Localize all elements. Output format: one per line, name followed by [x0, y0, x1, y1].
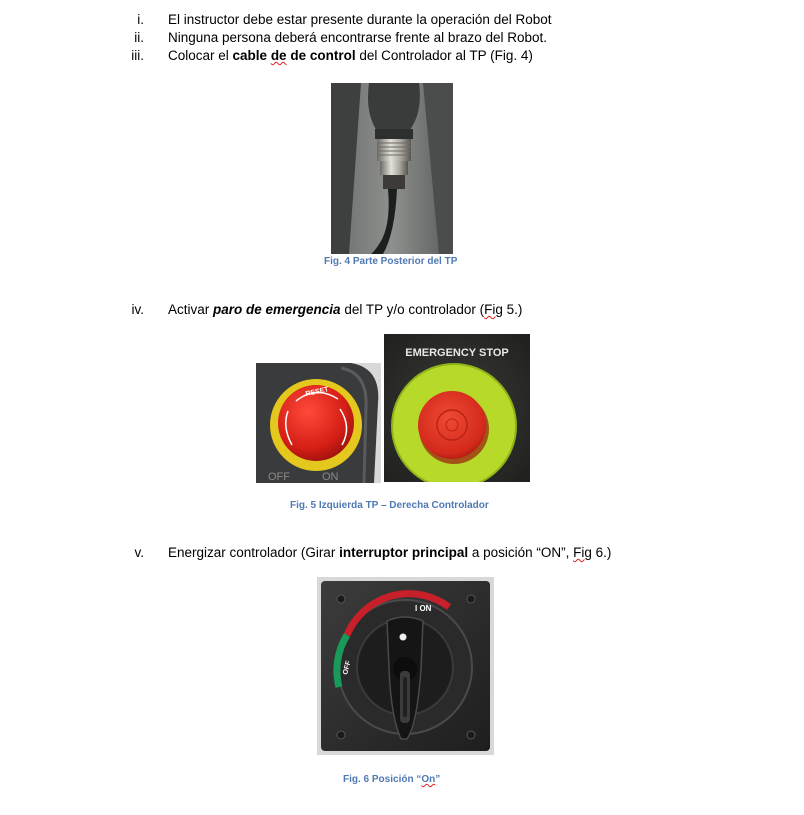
list-number: v. [134, 545, 144, 560]
teach-pendant-cable-photo [331, 83, 453, 254]
switch-on-label: I ON [415, 604, 432, 613]
controller-emergency-stop-photo [384, 334, 530, 482]
off-label: OFF [268, 471, 290, 483]
text-run: interruptor principal [339, 545, 469, 560]
figure-caption [343, 774, 440, 785]
list-text [168, 29, 547, 47]
list-text [168, 301, 522, 319]
text-run: Activar [168, 302, 214, 317]
text-run: a posición “ON”, [468, 545, 574, 560]
text-run: de control [286, 48, 356, 63]
on-label: ON [322, 471, 339, 483]
reset-label: RESET [304, 386, 330, 398]
text-run: del Controlador al TP (Fig. 4) [355, 48, 533, 63]
text-run: Colocar el [168, 48, 233, 63]
text-run: Energizar controlador (Girar [168, 545, 340, 560]
main-switch-photo [317, 577, 494, 755]
list-text [168, 544, 611, 562]
text-run: de [270, 48, 287, 63]
text-run: El instructor debe estar presente durante la operación del Robot [168, 12, 552, 27]
text-run: 6.) [591, 545, 612, 560]
caption-text: ” [435, 774, 441, 785]
emergency-stop-label: EMERGENCY STOP [405, 347, 509, 359]
list-text [168, 47, 533, 65]
text-run: Fig [484, 302, 503, 317]
figure-caption: Fig. 4 Parte Posterior del TP [324, 256, 458, 267]
figure-caption: Fig. 5 Izquierda TP – Derecha Controlador [290, 500, 489, 511]
tp-emergency-stop-photo [256, 363, 381, 483]
list-number: i. [137, 12, 144, 27]
text-run: paro de emergencia [213, 302, 341, 317]
text-run: Ninguna persona deberá encontrarse frente al brazo del Robot. [168, 30, 547, 45]
text-run: Fig [573, 545, 592, 560]
text-run: cable [232, 48, 271, 63]
list-text [168, 11, 551, 29]
switch-off-label: OFF [342, 660, 353, 676]
list-number: ii. [134, 30, 144, 45]
caption-text: On [421, 774, 436, 785]
list-number: iii. [131, 48, 144, 63]
list-number: iv. [131, 302, 144, 317]
text-run: del TP y/o controlador ( [340, 302, 485, 317]
text-run: 5.) [502, 302, 523, 317]
caption-text: Fig. 6 Posición “ [343, 774, 422, 785]
